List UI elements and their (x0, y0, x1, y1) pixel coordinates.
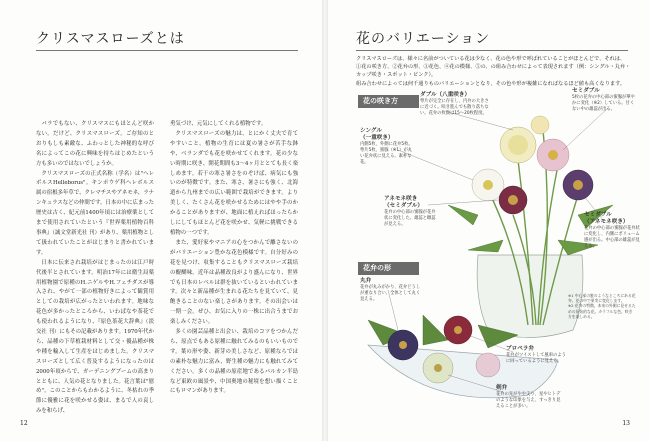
flower-sword-green (423, 353, 453, 383)
page-number-right: 13 (622, 420, 630, 427)
label-semi-double: セミダブル 5枚の花弁の中心部の蜜腺が華やかに変化（※2）している。甘くない中の雄蕊が出る。 (572, 88, 635, 112)
label-anemone-double: アネモネ咲き （セミダブル） 花弁の中心部の蜜腺が花弁状に変化した。雄蕊と雌蕊が見える。 (384, 196, 436, 227)
left-page-title: クリスマスローズとは (36, 31, 185, 47)
flower-semi-double-purple (563, 170, 593, 200)
footnote: ※1 中心部の蜜のようなところにある花弁。花の中で果実に変化します。 ※2 花弁の特徴。本来の外側に見せるための原始的な花。カラフルな色。咲き方を楽しめる。 (568, 293, 636, 319)
flower-round-purple (388, 330, 418, 360)
paragraph: 勇気づけ、元気にしてくれる植物です。 (170, 121, 267, 127)
flower-spotted-small (531, 116, 549, 134)
right-page-title: 花のバリエーション (356, 31, 491, 47)
flower-anemone-dark (499, 186, 527, 214)
page-number-left: 12 (20, 420, 28, 427)
flower-bowl-pink (476, 353, 500, 377)
paragraph: また、愛好家やマニアの心をつかんで離さないのがバリエーション豊かな花色模様です。自分好みの花を見つけ、収集することもクリスマスローズ栽培の醍醐味。近年は品種改良がより盛んになり、世界でも日本のレベルは群を抜いているといわれています。次々と新品種が生まれる花たちを見ていて、見飽きることのない楽しさがあります。その出会いは一期一会。ぜひ、お気に入りの一株に出合うまでお楽しみください。 (170, 239, 298, 326)
left-column-2 (170, 120, 298, 397)
flower-semi-double-pink (537, 139, 569, 171)
label-sword-petal: 剣弁 花弁の先がやや尖り、星やヒトデのような印象を与え、すっきり見えることが多い。 (496, 385, 561, 409)
intro-line: 組み合わせによっては何千通りものバリエーションとなり、その色や形が複雑になればなるほど値も高くなります。 (356, 80, 626, 87)
title-rule (36, 50, 298, 51)
left-column-1 (36, 120, 154, 417)
label-propeller-petal: プロペラ弁 花弁がツイストして風車のように回っているように見える。 (506, 346, 566, 364)
left-page (0, 0, 322, 441)
label-single: シングル （一重咲き） 内側5枚、外側に花弁5枚。萼片5枚、蜜腺（※1）が丸い花弁状に見える。素朴な花。 (360, 128, 413, 165)
paragraph: 日本に伝来され栽培がはじまったのは江戸時代後半とされています。明治17年には衛生局薬用植物園で原種のH.ニゲルやH.フェチダスが導入され、やがて一部の植物好きによって観賞用としての栽培が広がったといわれます。地味な花色が多かったところから、いわばなや茶花でも使われるようになり、『原色茶花大辞典』（淡交社 刊）にもその記載があります。1970年代から、品種の下草植栽材料として交・優品種が株や種を輸入して生産をはじめました。クリスマスローズとして広く普及するようになったのは2000年頃からで、ガーデニングブームの高まりとともに、人気の花となりました。花言葉は"慰め"。このことからもわかるように、冬枯れの季節に優雅に花を咲かせる姿は、まるで人の哀しみを和らげ、 (36, 259, 154, 415)
intro-line: ①花の咲き方、②花弁の形、③花色、④花の模様、⑤の、の組み合わせによって表現されます（例：シングル・丸弁・カップ咲き・スポット・ピンク）。 (356, 64, 631, 79)
label-semi-double-anemone: セミダブル （アネモネ咲き） 花弁の中心部の蜜腺が花弁状に変化し、内側にボリューム感が出る。中心部の雄蕊が見える。 (584, 212, 640, 249)
right-page (328, 0, 650, 441)
paragraph: クリスマスローズの正式名称（学名）は"ヘレボルスHelleborus"。キンポウゲ科ヘレボルス属の宿根多年草で、クレマチスやアネモネ、ラナンキュラスなどの仲間です。日本の中に広まった歴史は古く、紀元前1400年頃には治療薬としてまで使用されていたという『世界薬用植物百科事典』（誠文堂新光社 刊）があり、薬用植物として扱われていたことがはじまりと書かれています。 (36, 170, 155, 256)
paragraph: バラでもない、クリスマスにもほとんど咲かない。だけど、クリスマスローズ。ご存知のとおりもしも素敵な、ふわっとした神秘的な呼び名によってこの花に興味を持ちはじめたという方も多いのではないでしょうか。 (36, 121, 154, 167)
paragraph: 多くの園芸品種と出会い、栽培のコツをつかんだら、原点でもある原種に触れてみるのもいいものです。葉の形や姿、新芽の美しさなど、原種ならではの素朴な魅力に富み、野生種の魅力にも触れてみてください。多くの品種の原産地であるバルカン半島など東欧の風景や、中国奥地の秘境を想い描くことにもロマンがあります。 (170, 329, 298, 395)
intro-line: クリスマスローズは、様々に名前がついている花は少なく、花の色や形で呼ばれていることがほとんどで、それは、 (356, 56, 626, 62)
flower-propeller-red (444, 316, 472, 344)
label-round-petal: 丸弁 花弁が丸みがかり、花弁どうしが重なり合い、全体として丸く見える。 (360, 278, 421, 302)
section-tag-petal-shape: 花弁の形 (358, 262, 419, 275)
label-double: ダブル（八重咲き） 萼片が完全に存在し、内弁の大きさに近づく。咲き進んでも散り落ちない。花弁の枚数は15〜20枚程度。 (420, 92, 489, 116)
flower-single-white (472, 169, 504, 201)
flower-double-cream (500, 127, 536, 163)
paragraph: クリスマスローズの魅力は、とにかく丈夫で育てやすいこと。植物の生育には夏の暑さが苦手な鉢や、ベランダでも花を咲かせてくれます。花の少ない時期に咲き、開花期間も3〜4ヶ月ととても長く楽しめます。若干の寒さ暑さをのぞけば、病気にも強いのが特徴です。また、寒さ、暑さにも強く、北海道から九州までの広い範囲で栽培ができます。より美しく、たくさん花を咲かせるためにはやや手のかかることがありますが、地面に植えればほったらかしにしてもほとんど花を咲かせ、気軽に挑戦できる植物の一つです。 (170, 130, 298, 236)
section-tag-flower-form: 花の咲き方 (358, 95, 419, 108)
